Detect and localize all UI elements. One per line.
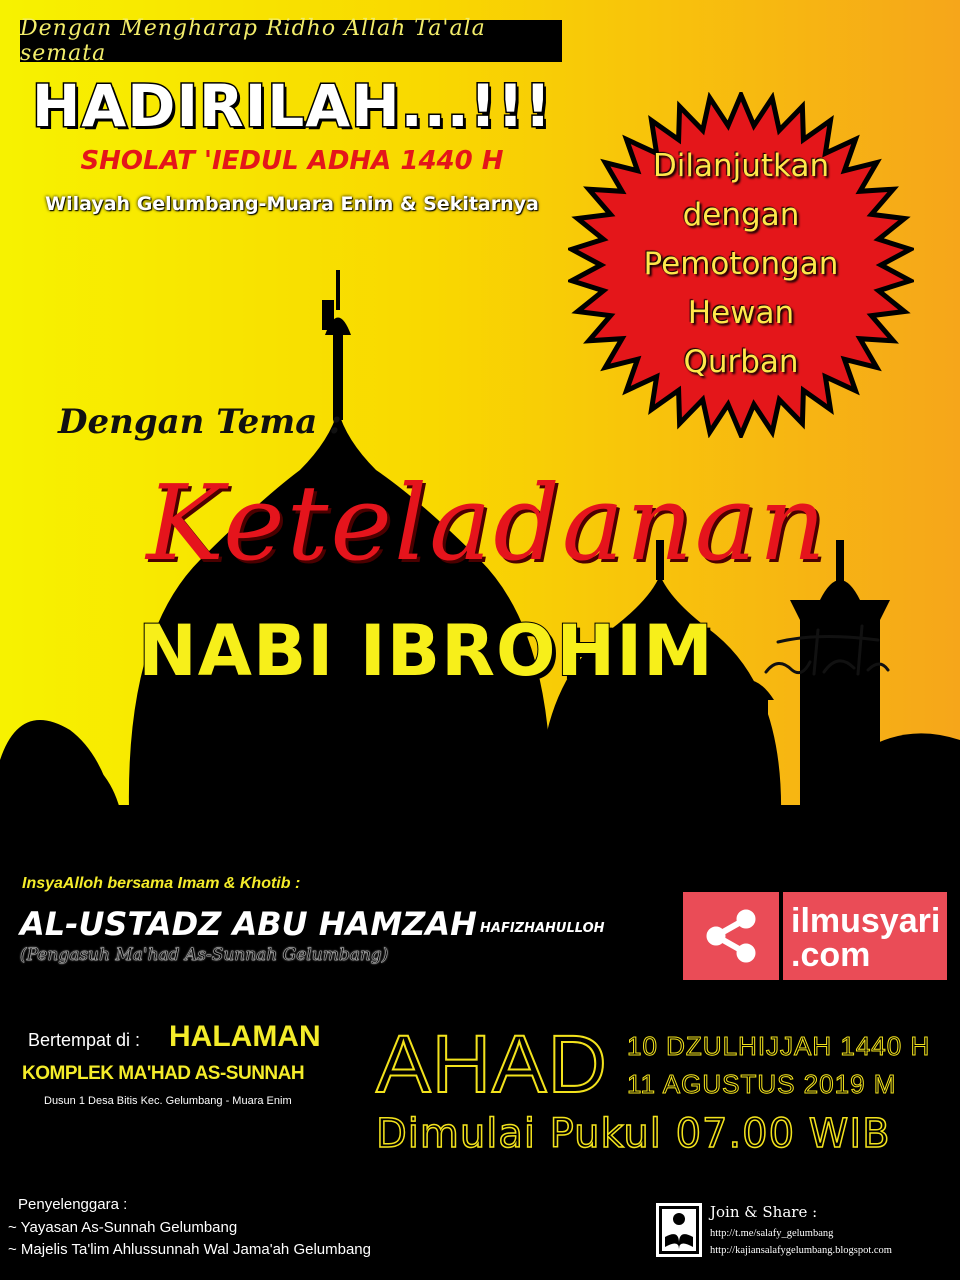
book-logo-icon bbox=[656, 1203, 702, 1257]
venue-intro: Bertempat di : bbox=[28, 1030, 141, 1050]
theme-label: Dengan Tema : bbox=[58, 402, 342, 442]
headline: HADIRILAH...!!! bbox=[31, 72, 553, 140]
top-banner bbox=[20, 16, 562, 66]
site-domain: .com bbox=[791, 936, 871, 974]
imam-role: (Pengasuh Ma'had As-Sunnah Gelumbang) bbox=[20, 945, 389, 965]
share-button[interactable] bbox=[683, 892, 779, 980]
organizer-item: ~ Majelis Ta'lim Ahlussunnah Wal Jama'ah Gelumbang bbox=[8, 1241, 371, 1258]
imam-honorific: HAFIZHAHULLOH bbox=[480, 921, 605, 936]
date-hijri: 10 DZULHIJJAH 1440 H bbox=[627, 1031, 931, 1061]
event-day: AHAD bbox=[376, 1019, 608, 1110]
theme-title: Keteladanan bbox=[146, 462, 828, 584]
region-line: Wilayah Gelumbang-Muara Enim & Sekitarnya bbox=[45, 193, 539, 215]
imam-name: AL-USTADZ ABU HAMZAH bbox=[20, 905, 477, 943]
start-time: Dimulai Pukul 07.00 WIB bbox=[376, 1111, 891, 1157]
starburst-text bbox=[568, 142, 914, 387]
theme-subtitle: NABI IBROHIM bbox=[138, 610, 714, 692]
share-icon bbox=[702, 907, 760, 965]
venue-name: HALAMAN bbox=[169, 1020, 321, 1053]
date-gregorian: 11 AGUSTUS 2019 M bbox=[627, 1069, 897, 1099]
event-title: SHOLAT 'IEDUL ADHA 1440 H bbox=[80, 146, 504, 176]
starburst-line: Hewan bbox=[687, 295, 795, 331]
imam-intro: InsyaAlloh bersama Imam & Khotib : bbox=[22, 875, 301, 892]
starburst-line: dengan bbox=[682, 197, 800, 233]
blog-link[interactable]: http://kajiansalafygelumbang.blogspot.com bbox=[710, 1245, 892, 1256]
starburst-line: Pemotongan bbox=[643, 246, 839, 282]
starburst-line: Qurban bbox=[683, 344, 799, 380]
venue-address: Dusun 1 Desa Bitis Kec. Gelumbang - Muara Enim bbox=[44, 1095, 292, 1107]
telegram-link[interactable]: http://t.me/salafy_gelumbang bbox=[710, 1228, 834, 1239]
arabic-calligraphy-icon bbox=[758, 612, 894, 688]
site-logo[interactable] bbox=[783, 892, 947, 980]
venue-complex: KOMPLEK MA'HAD AS-SUNNAH bbox=[22, 1063, 305, 1084]
opening-line: Dengan Mengharap Ridho Allah Ta'ala semata bbox=[20, 16, 486, 66]
site-name: ilmusyari bbox=[791, 902, 941, 940]
join-share-label: Join & Share : bbox=[710, 1203, 818, 1221]
organizer-label: Penyelenggara : bbox=[18, 1196, 128, 1213]
organizer-item: ~ Yayasan As-Sunnah Gelumbang bbox=[8, 1219, 238, 1236]
starburst-line: Dilanjutkan bbox=[652, 148, 830, 184]
